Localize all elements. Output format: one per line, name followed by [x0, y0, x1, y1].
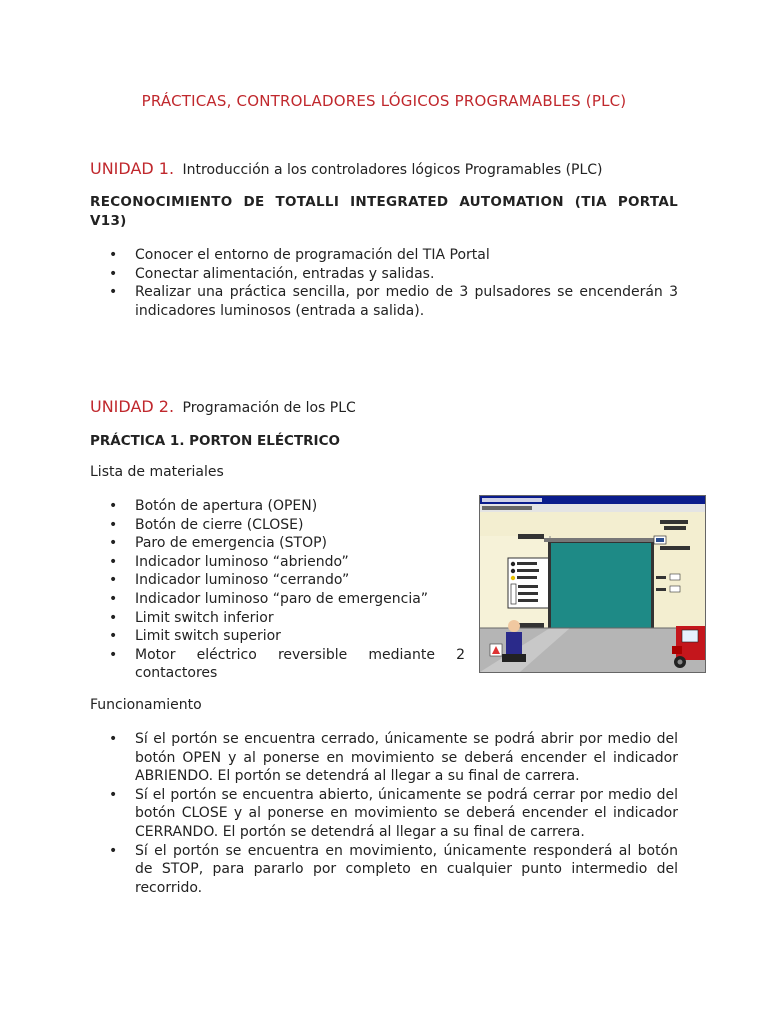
list-item: • Sí el portón se encuentra cerrado, únicamente se podrá abrir por medio del botón OPEN y al ponerse en movimiento se deberá encender el indicador ABRIENDO. El portón se detendrá al llegar a su final de carrera. [135, 730, 678, 786]
operation-label: Funcionamiento [90, 697, 202, 713]
unit1-list [90, 246, 678, 320]
operation-list [90, 730, 678, 897]
list-item: • Sí el portón se encuentra abierto, únicamente se podrá cerrar por medio del botón CLOSE y al ponerse en movimiento se deberá encender el indicador CERRANDO. El portón se detendrá al llegar a su final de carrera. [135, 786, 678, 842]
unit1-heading: RECONOCIMIENTO DE TOTALLI INTEGRATED AUTOMATION (TIA PORTAL V13) [90, 194, 678, 229]
gate-simulation-figure [479, 495, 706, 673]
list-item: • Limit switch superior [135, 627, 465, 646]
unit2-text: Programación de los PLC [182, 400, 356, 416]
list-item: • Limit switch inferior [135, 609, 465, 628]
list-item: • Indicador luminoso “paro de emergencia” [135, 590, 465, 609]
unit1-label: UNIDAD 1. [90, 159, 175, 178]
unit2-label: UNIDAD 2. [90, 397, 175, 416]
unit1-text: Introducción a los controladores lógicos Programables (PLC) [182, 162, 603, 178]
unit2-line [90, 397, 356, 416]
list-item: • Conectar alimentación, entradas y salidas. [135, 265, 678, 284]
list-item: • Paro de emergencia (STOP) [135, 534, 465, 553]
list-item: • Botón de apertura (OPEN) [135, 497, 465, 516]
list-item: • Realizar una práctica sencilla, por medio de 3 pulsadores se encenderán 3 indicadores luminosos (entrada a salida). [135, 283, 678, 320]
unit1-line [90, 159, 603, 178]
document-title: PRÁCTICAS, CONTROLADORES LÓGICOS PROGRAMABLES (PLC) [141, 92, 627, 110]
materials-label: Lista de materiales [90, 464, 224, 480]
list-item: • Sí el portón se encuentra en movimiento, únicamente responderá al botón de STOP, para pararlo por completo en cualquier punto intermedio del recorrido. [135, 842, 678, 898]
list-item: • Indicador luminoso “abriendo” [135, 553, 465, 572]
list-item: • Indicador luminoso “cerrando” [135, 571, 465, 590]
materials-list [90, 497, 465, 683]
practice-heading: PRÁCTICA 1. PORTON ELÉCTRICO [90, 433, 340, 449]
gate-simulation-icon [480, 496, 705, 672]
list-item: • Motor eléctrico reversible mediante 2 contactores [135, 646, 465, 683]
list-item: • Conocer el entorno de programación del TIA Portal [135, 246, 678, 265]
list-item: • Botón de cierre (CLOSE) [135, 516, 465, 535]
